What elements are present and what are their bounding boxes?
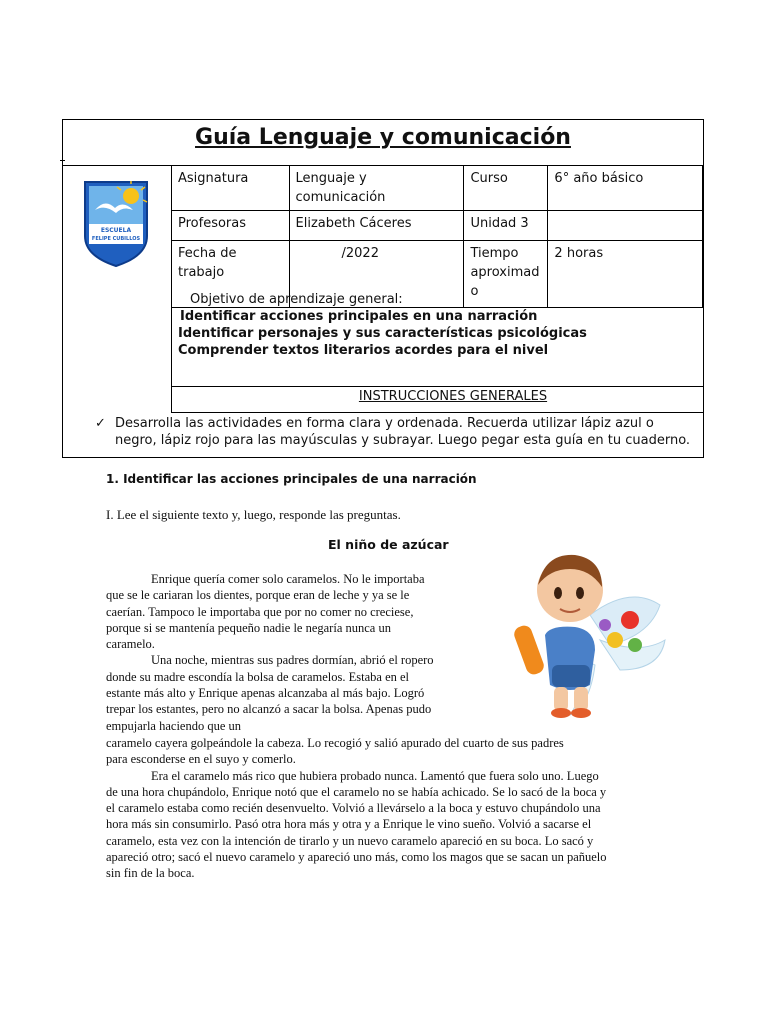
- story-line: trepar los estantes, pero no alcanzó a sacar la bolsa. Apenas pudo: [106, 702, 432, 717]
- objective-item: Identificar personajes y sus características psicológicas: [178, 326, 587, 341]
- cell-label-profesoras: Profesoras: [172, 211, 290, 241]
- instructions-title: INSTRUCCIONES GENERALES: [358, 389, 548, 404]
- boy-with-candy-illustration: [490, 545, 700, 725]
- story-line: caramelo, esta vez con la intención de tirarlo y un nuevo caramelo apareció en su boca. Lo sacó y: [106, 833, 594, 848]
- story-line: estante más alto y Enrique apenas alcanzaba al más bajo. Logró: [106, 686, 425, 701]
- story-line: que se le cariaran los dientes, porque eran de leche y ya se le: [106, 588, 410, 603]
- info-table: [171, 165, 703, 308]
- objective-item: Comprender textos literarios acordes para el nivel: [178, 343, 549, 358]
- story-line: caerían. Tampoco le importaba que por no comer no creciese,: [106, 604, 414, 619]
- header-box: [62, 119, 704, 458]
- cell-label-tiempo: Tiempo aproximad o: [464, 241, 548, 308]
- story-line: hora más sin consumirlo. Pasó otra hora más y otra y a Enrique le vino sueño. Volvió a sacarse el: [106, 817, 592, 832]
- cell-value-fecha: /2022: [289, 241, 464, 308]
- checkmark-icon: ✓: [95, 416, 106, 431]
- objective-label: Objetivo de aprendizaje general:: [190, 292, 403, 307]
- instruction-row: [63, 413, 703, 459]
- story-part-b: [106, 735, 666, 882]
- cell-label-fecha: Fecha de trabajo: [172, 241, 290, 308]
- cell-value-asignatura: Lenguaje y comunicación: [289, 166, 464, 211]
- objectives-block: [171, 292, 704, 387]
- story-line: para esconderse en el suyo y comerlo.: [106, 752, 296, 767]
- reading-instruction: I. Lee el siguiente texto y, luego, responde las preguntas.: [106, 507, 401, 522]
- page-title: Guía Lenguaje y comunicación: [63, 120, 703, 166]
- instructions-title-row: [171, 387, 704, 413]
- section-heading: 1. Identificar las acciones principales de una narración: [106, 472, 477, 486]
- cell-value-unidad: [548, 211, 703, 241]
- objective-item: Identificar acciones principales en una narración: [180, 309, 538, 324]
- story-line: donde su madre escondía la bolsa de caramelos. Estaba en el: [106, 669, 410, 684]
- logo-text-line-2: FELIPE CUBILLOS: [91, 236, 141, 242]
- cell-value-tiempo: 2 horas: [548, 241, 703, 308]
- story-line: Una noche, mientras sus padres dormían, abrió el ropero: [151, 653, 434, 668]
- story-line: apareció otro; sacó el nuevo caramelo y apareció uno más, como los magos que se sacan un pañuelo: [106, 850, 607, 865]
- story-line: porque si se mantenía pequeño nadie le negaría nunca un: [106, 620, 391, 635]
- story-line: sin fin de la boca.: [106, 866, 195, 881]
- school-logo: [83, 180, 149, 268]
- story-line: caramelo cayera golpeándole la cabeza. Lo recogió y salió apurado del cuarto de sus padres: [106, 736, 564, 750]
- story-line: Enrique quería comer solo caramelos. No le importaba: [151, 572, 425, 586]
- cell-label-curso: Curso: [464, 166, 548, 211]
- cell-value-profesoras: Elizabeth Cáceres: [289, 211, 464, 241]
- story-part-a: [106, 571, 476, 734]
- story-line: empujarla haciendo que un: [106, 718, 242, 733]
- story-line: Era el caramelo más rico que hubiera probado nunca. Lamentó que fuera solo uno. Luego: [151, 768, 599, 783]
- story-line: el caramelo estaba como recién desenvuelto. Volvió a llevárselo a la boca y estuvo chupándolo una: [106, 801, 601, 816]
- logo-text-line-1: ESCUELA: [100, 227, 132, 234]
- cell-value-curso: 6° año básico: [548, 166, 703, 211]
- story-line: caramelo.: [106, 637, 155, 652]
- story-line: de una hora chupándolo, Enrique notó que el caramelo no se había achicado. Se lo sacó de la boca y: [106, 784, 607, 799]
- instruction-text: Desarrolla las actividades en forma clara y ordenada. Recuerda utilizar lápiz azul o negro, lápiz rojo para las mayúsculas y subrayar. Luego pegar esta guía en tu cuaderno.: [115, 416, 691, 448]
- cell-label-unidad: Unidad 3: [464, 211, 548, 241]
- story-title: El niño de azúcar: [328, 537, 449, 552]
- margin-mark: [60, 160, 65, 161]
- cell-label-asignatura: Asignatura: [172, 166, 290, 211]
